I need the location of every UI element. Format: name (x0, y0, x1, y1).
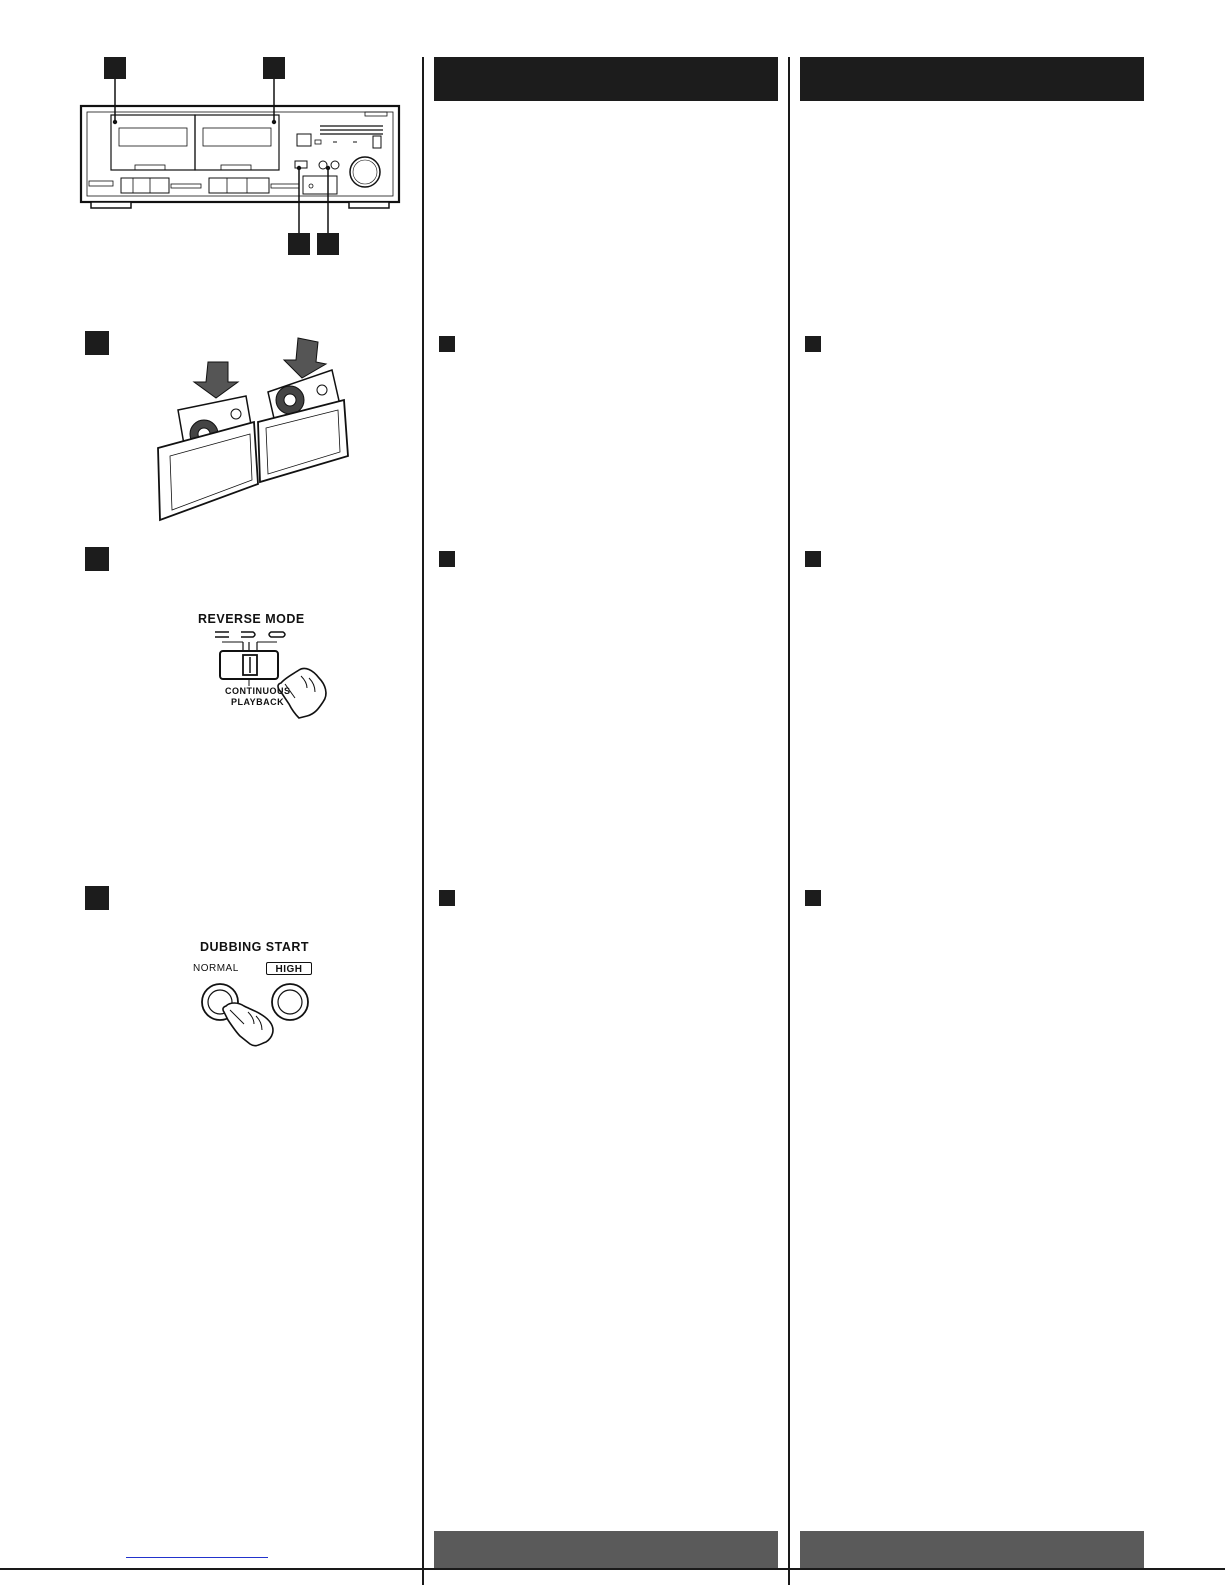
column-footer-bar-1 (434, 1531, 778, 1569)
column-footer-bar-2 (800, 1531, 1144, 1569)
insert-arrow-icon (284, 338, 326, 378)
insert-arrow-icon (194, 362, 238, 398)
footer-link-underline[interactable] (126, 1557, 268, 1558)
column-divider-right (788, 57, 790, 1585)
bottom-rule (0, 1568, 1225, 1570)
dubbing-start-title: DUBBING START (200, 940, 310, 954)
column-header-bar-1 (434, 57, 778, 101)
column-divider-left (422, 57, 424, 1585)
one-way-mode-icon (215, 632, 229, 637)
dubbing-start-buttons-illustration (190, 978, 320, 1050)
step-marker-3 (85, 886, 109, 910)
continuous-mode-icon (269, 632, 285, 637)
col2-step-marker-3 (805, 890, 821, 906)
callout-marker-dubbing (317, 233, 339, 255)
callout-marker-reverse (288, 233, 310, 255)
callout-marker-deck-b (263, 57, 285, 79)
cassette-insertion-illustration (150, 330, 350, 525)
col2-step-marker-1 (805, 336, 821, 352)
pointing-hand-icon (223, 1003, 273, 1046)
reverse-mode-icon (241, 632, 255, 637)
col2-step-marker-2 (805, 551, 821, 567)
step-marker-1 (85, 331, 109, 355)
column-header-bar-2 (800, 57, 1144, 101)
reverse-mode-caption-line2: PLAYBACK (231, 697, 285, 707)
col1-step-marker-1 (439, 336, 455, 352)
step-marker-2 (85, 547, 109, 571)
callout-marker-deck-a (104, 57, 126, 79)
col1-step-marker-3 (439, 890, 455, 906)
dubbing-normal-label: NORMAL (193, 963, 239, 974)
reverse-mode-title: REVERSE MODE (198, 612, 305, 626)
dubbing-high-label: HIGH (266, 962, 312, 975)
reverse-mode-caption-line1: CONTINUOUS (225, 686, 291, 696)
cassette-deck-illustration (75, 50, 415, 260)
col1-step-marker-2 (439, 551, 455, 567)
